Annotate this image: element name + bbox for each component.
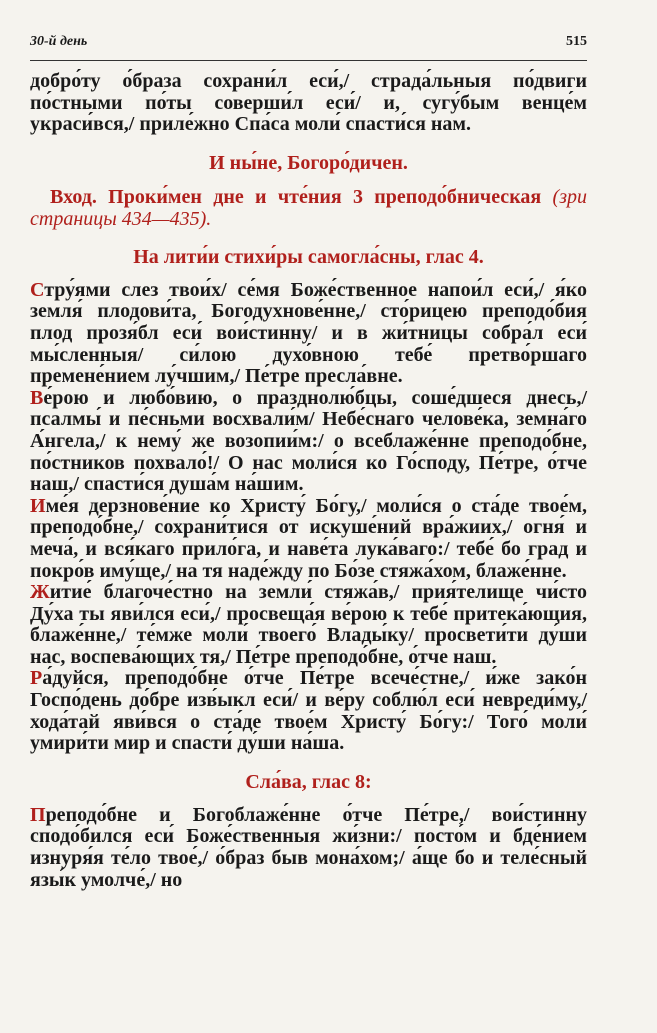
entrance-reference: (зри страницы 434—435). <box>30 185 587 230</box>
sticheron-text: тру́ями слез твои́х/ се́мя Боже́ственное напои́л еси́,/ я́ко земля́ плодови́та, Богодухнове́нне,/ сто́рицею преподо́бия плод прозя́бл еси́ вои́стинну/ и в жи́тницы собра́л еси́ мы́сленныя/ си́лою духо́вною тебе́ претво́ршаго премене́нием лу́чшим,/ Пе́тре пресла́вне. <box>30 278 587 388</box>
drop-initial: В <box>30 386 44 409</box>
sticheron-text: ме́я дерзнове́ние ко Христу́ Бо́гу,/ моли́ся о ста́де твое́м, преподо́бне,/ сохрани́тися от искуше́ний вра́жиих,/ огня́ и меча́, и вся́каго прило́га, и наве́та лука́ваго:/ тебе́ бо град и покро́в иму́ще,/ на тя наде́жду по Бо́зе стяжа́хом, блаже́нне. <box>30 494 587 582</box>
heading-glory: Сла́ва, глас 8: <box>245 770 372 793</box>
opening-paragraph: добро́ту о́браза сохрани́л еси́,/ страда́льныя по́двиги по́стными по́ты соверши́л еси́/ и, сугу́бым венце́м украси́вся,/ приле́жно Спа́са моли́ спасти́ся нам. <box>30 70 587 136</box>
drop-initial: И <box>30 494 46 517</box>
sticheron-text: итие́ благоче́стно на земли́ стяжа́в,/ прия́телище чи́сто Ду́ха ты яви́лся еси́,/ просвеща́я ве́рою к тебе́ притека́ющия, блаже́нне,/ те́мже моли́ твоего́ Влады́ку/ просвети́ти ду́ши нас, воспева́ющих тя,/ Пе́тре преподо́бне, о́тче наш. <box>30 581 587 668</box>
sticheron-4 <box>30 582 587 668</box>
day-label: 30-й день <box>30 34 88 49</box>
sticheron-1 <box>30 280 587 388</box>
entrance-rubric <box>30 186 587 230</box>
drop-initial: С <box>30 278 45 301</box>
sticheron-text: реподо́бне и Богоблаже́нне о́тче Пе́тре,/ вои́стинну сподо́бился еси́ Боже́ственныя жи́зни:/ посто́м и бде́нием изнуря́я те́ло твое́,/ о́браз быв мона́хом;/ а́ще бо и теле́сный язы́к умолче́,/ но <box>30 803 587 891</box>
heading-theotokion: И ны́не, Богоро́дичен. <box>209 151 408 174</box>
drop-initial: Р <box>30 667 43 690</box>
drop-initial: П <box>30 803 46 826</box>
drop-initial: Ж <box>30 581 50 604</box>
running-header <box>30 34 587 56</box>
heading-litiya: На лити́и стихи́ры самогла́сны, глас 4. <box>133 245 484 268</box>
page-number: 515 <box>566 34 587 49</box>
sticheron-3 <box>30 496 587 582</box>
sticheron-5 <box>30 668 587 754</box>
sticheron-2 <box>30 388 587 496</box>
sticheron-text: а́дуйся, преподо́бне о́тче Пе́тре всече́стне,/ и́же зако́н Госпо́день до́бре изв́ыкл еси́/ и ве́ру соблю́л еси́ невреди́му,/ хода́тай яви́вся о ста́де твое́м Христу́ Бо́гу:/ Того́ моли́ умири́ти мир и спасти́ ду́ши на́ша. <box>30 667 587 755</box>
header-rule <box>30 60 587 61</box>
entrance-red-text: Вход. Проки́мен дне и чте́ния 3 преподо́бническая <box>50 185 542 208</box>
sticheron-text: е́рою и любо́вию, о празднолю́бцы, соше́дшеся днесь,/ псалмы́ и пе́сньми восхвали́м/ Небе́снаго челове́ка, земна́го А́нгела,/ к нему́ же возопии́м:/ о всеблаже́нне преподо́бне, по́стников похвало́!/ О нас моли́ся ко Го́споду, Пе́тре, о́тче наш,/ спасти́ся душа́м на́шим. <box>30 386 587 496</box>
glory-sticheron <box>30 805 587 891</box>
